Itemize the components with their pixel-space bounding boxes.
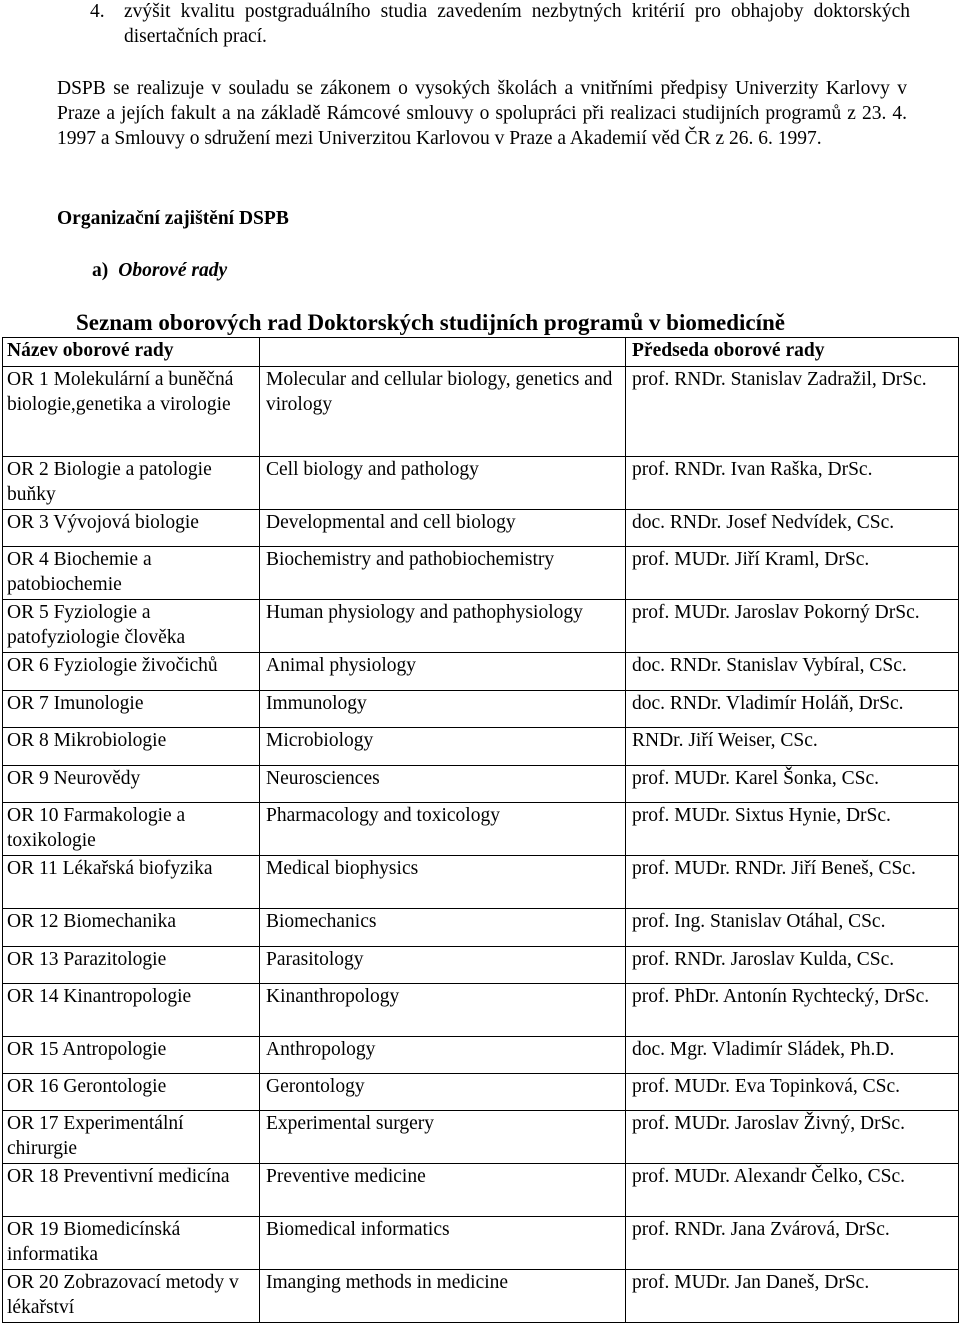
chair-cell: prof. Ing. Stanislav Otáhal, CSc. [626, 909, 959, 947]
czech-name-cell: OR 1 Molekulární a buněčná biologie,genetika a virologie [3, 367, 260, 457]
table-title: Seznam oborových rad Doktorských studijních programů v biomedicíně [76, 310, 786, 335]
czech-name-cell: OR 12 Biomechanika [3, 909, 260, 947]
chair-cell: prof. MUDr. Eva Topinková, CSc. [626, 1074, 959, 1111]
english-name-cell: Imanging methods in medicine [260, 1270, 626, 1323]
chair-cell: prof. MUDr. Sixtus Hynie, DrSc. [626, 803, 959, 856]
chair-cell: prof. RNDr. Stanislav Zadražil, DrSc. [626, 367, 959, 457]
table-row [3, 728, 959, 766]
english-name-cell: Molecular and cellular biology, genetics and virology [260, 367, 626, 457]
section-heading: Organizační zajištění DSPB [57, 208, 289, 229]
czech-name-cell: OR 8 Mikrobiologie [3, 728, 260, 766]
table-row [3, 1270, 959, 1323]
english-name-cell: Kinanthropology [260, 984, 626, 1037]
english-name-cell: Biomechanics [260, 909, 626, 947]
english-name-cell: Microbiology [260, 728, 626, 766]
boards-table [2, 337, 959, 1323]
czech-name-cell: OR 9 Neurovědy [3, 766, 260, 803]
czech-name-cell: OR 6 Fyziologie živočichů [3, 653, 260, 691]
chair-cell: doc. RNDr. Stanislav Vybíral, CSc. [626, 653, 959, 691]
czech-name-cell: OR 13 Parazitologie [3, 947, 260, 984]
chair-cell: prof. MUDr. Karel Šonka, CSc. [626, 766, 959, 803]
table-row [3, 947, 959, 984]
czech-name-cell: OR 5 Fyziologie a patofyziologie člověka [3, 600, 260, 653]
subsection-title: Oborové rady [118, 260, 228, 281]
table-row [3, 600, 959, 653]
chair-cell: doc. Mgr. Vladimír Sládek, Ph.D. [626, 1037, 959, 1074]
chair-cell: prof. PhDr. Antonín Rychtecký, DrSc. [626, 984, 959, 1037]
table-row [3, 457, 959, 510]
list-item-text: zvýšit kvalitu postgraduálního studia zavedením nezbytných kritérií pro obhajoby doktorských disertačních prací. [124, 1, 910, 47]
english-name-cell: Animal physiology [260, 653, 626, 691]
czech-name-cell: OR 17 Experimentální chirurgie [3, 1111, 260, 1164]
czech-name-cell: OR 3 Vývojová biologie [3, 510, 260, 547]
list-item-number: 4. [90, 1, 105, 22]
table-row [3, 367, 959, 457]
chair-cell: prof. RNDr. Jana Zvárová, DrSc. [626, 1217, 959, 1270]
czech-name-cell: OR 18 Preventivní medicína [3, 1164, 260, 1217]
table-row [3, 691, 959, 728]
chair-cell: doc. RNDr. Josef Nedvídek, CSc. [626, 510, 959, 547]
english-name-cell: Gerontology [260, 1074, 626, 1111]
english-name-cell: Neurosciences [260, 766, 626, 803]
table-row [3, 1217, 959, 1270]
english-name-cell: Cell biology and pathology [260, 457, 626, 510]
chair-cell: prof. MUDr. RNDr. Jiří Beneš, CSc. [626, 856, 959, 909]
subsection-heading [92, 258, 227, 283]
czech-name-cell: OR 14 Kinantropologie [3, 984, 260, 1037]
table-row [3, 909, 959, 947]
chair-cell: doc. RNDr. Vladimír Holáň, DrSc. [626, 691, 959, 728]
czech-name-cell: OR 20 Zobrazovací metody v lékařství [3, 1270, 260, 1323]
table-header-row [3, 338, 959, 367]
czech-name-cell: OR 19 Biomedicínská informatika [3, 1217, 260, 1270]
czech-name-cell: OR 7 Imunologie [3, 691, 260, 728]
table-row [3, 547, 959, 600]
table-row [3, 653, 959, 691]
chair-cell: prof. MUDr. Jaroslav Živný, DrSc. [626, 1111, 959, 1164]
english-name-cell: Biochemistry and pathobiochemistry [260, 547, 626, 600]
header-english [260, 338, 626, 367]
english-name-cell: Developmental and cell biology [260, 510, 626, 547]
english-name-cell: Immunology [260, 691, 626, 728]
chair-cell: prof. MUDr. Alexandr Čelko, CSc. [626, 1164, 959, 1217]
czech-name-cell: OR 4 Biochemie a patobiochemie [3, 547, 260, 600]
chair-cell: prof. MUDr. Jaroslav Pokorný DrSc. [626, 600, 959, 653]
english-name-cell: Pharmacology and toxicology [260, 803, 626, 856]
chair-cell: RNDr. Jiří Weiser, CSc. [626, 728, 959, 766]
czech-name-cell: OR 16 Gerontologie [3, 1074, 260, 1111]
header-chair: Předseda oborové rady [626, 338, 959, 367]
english-name-cell: Anthropology [260, 1037, 626, 1074]
intro-paragraph: DSPB se realizuje v souladu se zákonem o vysokých školách a vnitřními předpisy Univerzity Karlovy v Praze a jejích fakult a na základě Rámcové smlouvy o spolupráci při realizaci studijních programů z 23. 4. 1997 a Smlouvy o sdružení mezi Univerzitou Karlovou v Praze a Akademií věd ČR z 26. 6. 1997. [57, 78, 907, 149]
header-name: Název oborové rady [3, 338, 260, 367]
table-row [3, 1037, 959, 1074]
table-row [3, 984, 959, 1037]
english-name-cell: Biomedical informatics [260, 1217, 626, 1270]
subsection-letter: a) [92, 260, 109, 281]
english-name-cell: Medical biophysics [260, 856, 626, 909]
czech-name-cell: OR 15 Antropologie [3, 1037, 260, 1074]
table-row [3, 1074, 959, 1111]
czech-name-cell: OR 10 Farmakologie a toxikologie [3, 803, 260, 856]
english-name-cell: Parasitology [260, 947, 626, 984]
english-name-cell: Human physiology and pathophysiology [260, 600, 626, 653]
czech-name-cell: OR 2 Biologie a patologie buňky [3, 457, 260, 510]
chair-cell: prof. RNDr. Jaroslav Kulda, CSc. [626, 947, 959, 984]
chair-cell: prof. RNDr. Ivan Raška, DrSc. [626, 457, 959, 510]
chair-cell: prof. MUDr. Jiří Kraml, DrSc. [626, 547, 959, 600]
english-name-cell: Experimental surgery [260, 1111, 626, 1164]
table-row [3, 803, 959, 856]
table-row [3, 1164, 959, 1217]
table-row [3, 766, 959, 803]
table-row [3, 510, 959, 547]
english-name-cell: Preventive medicine [260, 1164, 626, 1217]
table-row [3, 1111, 959, 1164]
czech-name-cell: OR 11 Lékařská biofyzika [3, 856, 260, 909]
chair-cell: prof. MUDr. Jan Daneš, DrSc. [626, 1270, 959, 1323]
table-row [3, 856, 959, 909]
